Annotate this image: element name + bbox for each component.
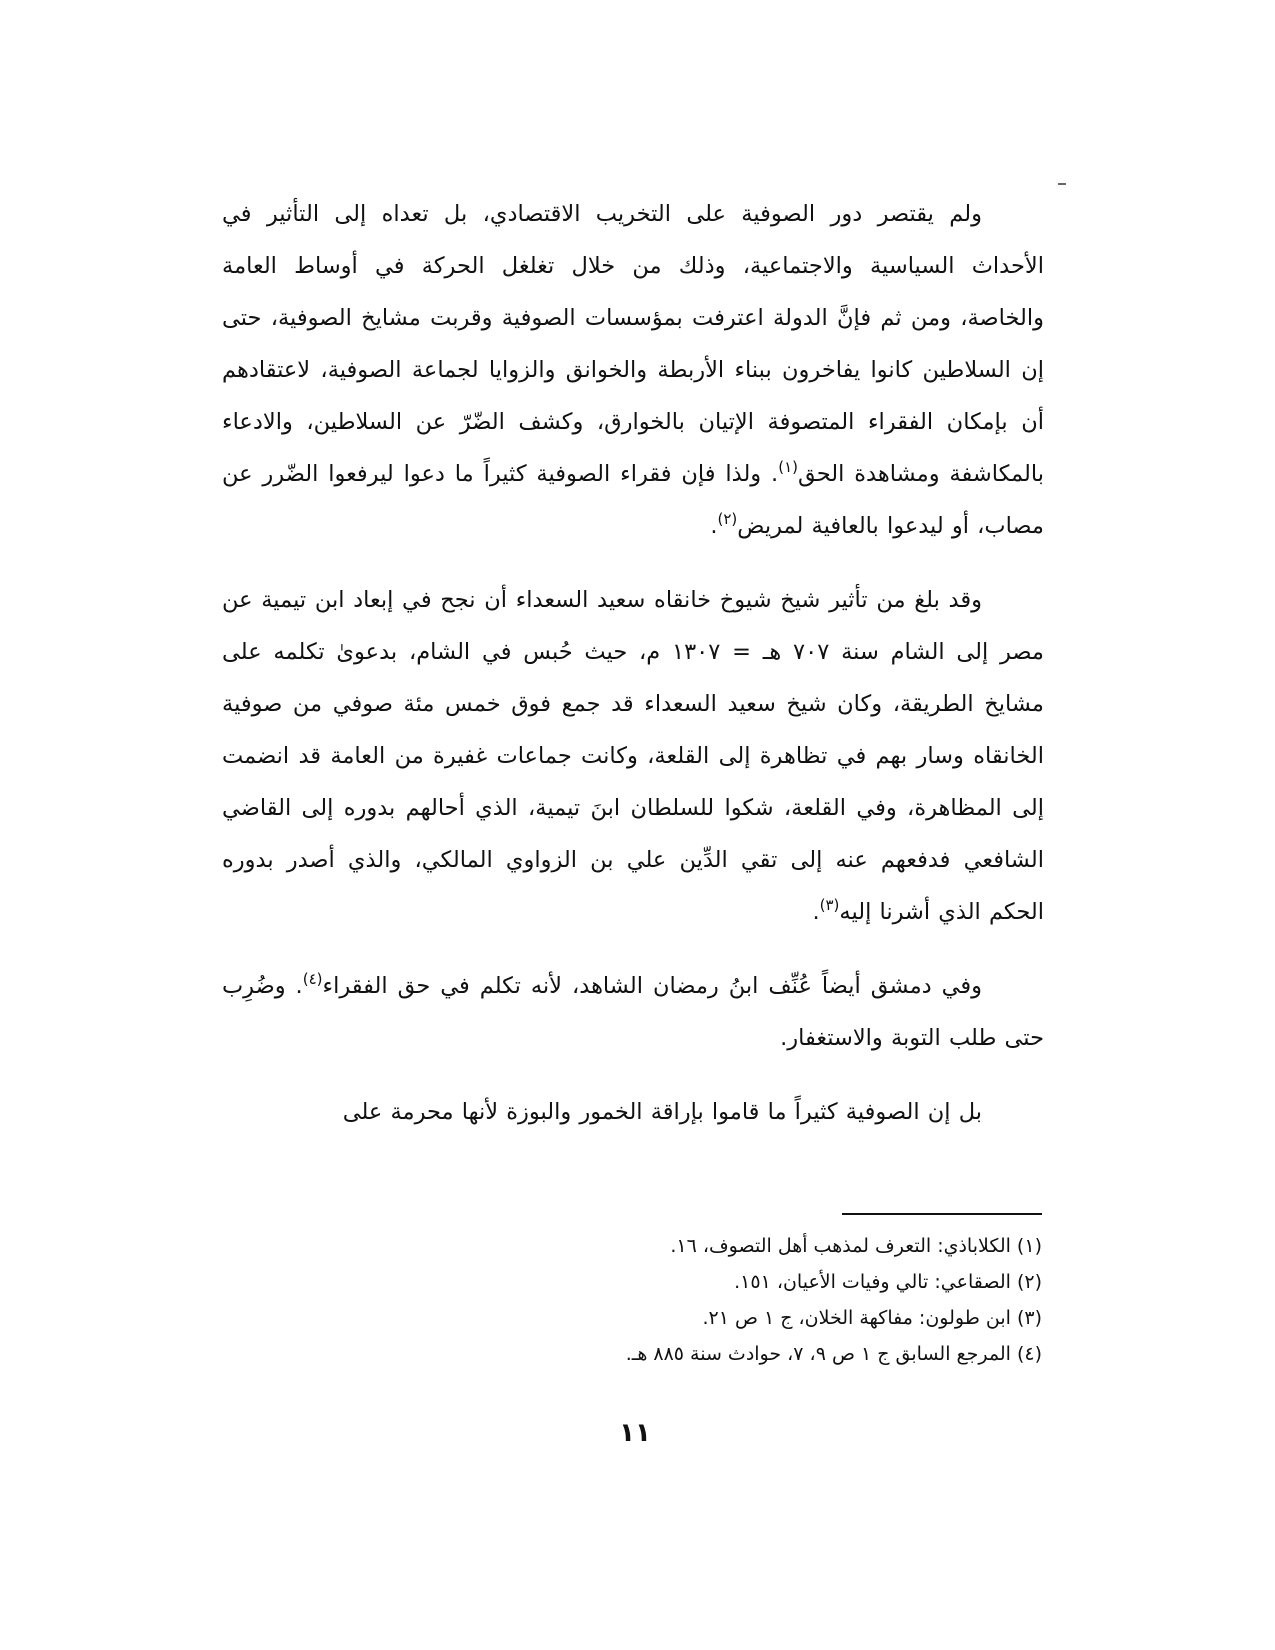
paragraph-2: [222, 574, 1044, 938]
page-body: [222, 188, 1044, 1138]
page-number: ١١: [619, 1418, 651, 1448]
paragraph-1-text-cont: . ولذا فإن فقراء الصوفية كثيراً ما دعوا ليرفعوا الضّرر عن مصاب، أو ليدعوا بالعافية لمريض: [222, 461, 1044, 539]
paragraph-1-text-end: .: [710, 513, 718, 539]
paragraph-1: [222, 188, 1044, 552]
paragraph-2-text: وقد بلغ من تأثير شيخ شيوخ خانقاه سعيد السعداء أن نجح في إبعاد ابن تيمية عن مصر إلى الشام سنة ٧٠٧ هـ = ١٣٠٧ م، حيث حُبس في الشام، بدعوىٰ تكلمه على مشايخ الطريقة، وكان شيخ سعيد السعداء قد جمع فوق خمس مئة صوفي من صوفية الخانقاه وسار بهم في تظاهرة إلى القلعة، وكانت جماعات غفيرة من العامة قد انضمت إلى المظاهرة، وفي القلعة، شكوا للسلطان ابنَ تيمية، الذي أحالهم بدوره إلى القاضي الشافعي فدفعهم عنه إلى تقي الدِّين علي بن الزواوي المالكي، والذي أصدر بدوره الحكم الذي أشرنا إليه: [222, 587, 1044, 925]
footnote-1: (١) الكلاباذي: التعرف لمذهب أهل التصوف، ١٦.: [670, 1235, 1042, 1257]
paragraph-3-text: وفي دمشق أيضاً عُنِّف ابنُ رمضان الشاهد، لأنه تكلم في حق الفقراء: [322, 973, 982, 999]
paragraph-3: [222, 960, 1044, 1064]
footnote-2: (٢) الصقاعي: تالي وفيات الأعيان، ١٥١.: [734, 1271, 1042, 1293]
footnote-3: (٣) ابن طولون: مفاكهة الخلان، ج ١ ص ٢١.: [702, 1307, 1042, 1329]
footnote-separator: [842, 1213, 1042, 1215]
footnote-ref-1: (١): [778, 458, 798, 476]
footnote-ref-4: (٤): [302, 970, 323, 988]
footnote-4: (٤) المرجع السابق ج ١ ص ٩، ٧، حوادث سنة ٨٨٥ هـ.: [625, 1343, 1042, 1365]
paragraph-4-text: بل إن الصوفية كثيراً ما قاموا بإراقة الخمور والبوزة لأنها محرمة على: [342, 1099, 982, 1125]
paragraph-2-text-end: .: [812, 899, 820, 925]
footnote-ref-3: (٣): [819, 896, 840, 914]
paragraph-3-text-end: . وضُرِب حتى طلب التوبة والاستغفار.: [222, 973, 1044, 1051]
paragraph-4: [222, 1086, 1044, 1138]
paragraph-1-text: ولم يقتصر دور الصوفية على التخريب الاقتصادي، بل تعداه إلى التأثير في الأحداث السياسية والاجتماعية، وذلك من خلال تغلغل الحركة في أوساط العامة والخاصة، ومن ثم فإنَّ الدولة اعترفت بمؤسسات الصوفية وقربت مشايخ الصوفية، حتى إن السلاطين كانوا يفاخرون ببناء الأربطة والخوانق والزوايا لجماعة الصوفية، لاعتقادهم أن بإمكان الفقراء المتصوفة الإتيان بالخوارق، وكشف الضّرّ عن السلاطين، والادعاء بالمكاشفة ومشاهدة الحق: [222, 201, 1044, 487]
scan-corner-mark: [1058, 183, 1066, 185]
footnotes: [222, 1228, 1042, 1372]
footnote-ref-2: (٢): [717, 510, 738, 528]
